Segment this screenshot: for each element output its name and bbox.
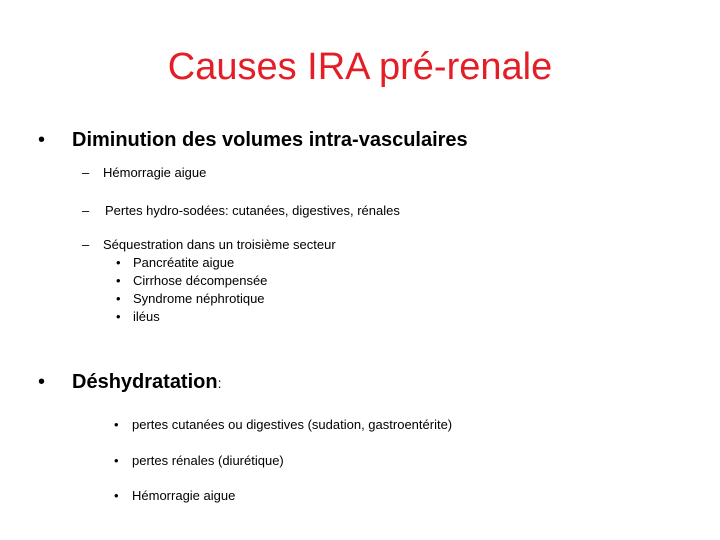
dash-icon: – bbox=[82, 203, 90, 218]
list-item: pertes rénales (diurétique) bbox=[132, 453, 284, 468]
bullet-icon: • bbox=[38, 129, 46, 151]
dash-icon: – bbox=[82, 165, 90, 180]
bullet-icon: • bbox=[114, 488, 119, 503]
section2-heading: Déshydratation bbox=[72, 371, 218, 393]
dash-icon: – bbox=[82, 237, 90, 252]
bullet-icon: • bbox=[114, 417, 119, 432]
list-item: pertes cutanées ou digestives (sudation, gastroentérite) bbox=[132, 417, 453, 432]
section2-colon: : bbox=[217, 375, 222, 391]
list-item: Hémorragie aigue bbox=[132, 488, 236, 503]
bullet-icon: • bbox=[116, 255, 121, 270]
bullet-icon: • bbox=[116, 291, 121, 306]
sub-list-item: Pancréatite aigue bbox=[133, 255, 235, 270]
bullet-icon: • bbox=[116, 273, 121, 288]
sub-list-item: Cirrhose décompensée bbox=[133, 273, 268, 288]
section2-heading-wrap bbox=[72, 370, 221, 395]
bullet-icon: • bbox=[38, 371, 46, 393]
list-item: Pertes hydro-sodées: cutanées, digestives, rénales bbox=[105, 203, 400, 218]
section1-heading: Diminution des volumes intra-vasculaires bbox=[72, 129, 468, 151]
list-item: Hémorragie aigue bbox=[103, 165, 207, 180]
bullet-icon: • bbox=[114, 453, 119, 468]
sub-list-item: iléus bbox=[133, 309, 160, 324]
sub-list-item: Syndrome néphrotique bbox=[133, 291, 265, 306]
bullet-icon: • bbox=[116, 309, 121, 324]
list-item: Séquestration dans un troisième secteur bbox=[103, 237, 336, 252]
slide-title: Causes IRA pré-renale bbox=[167, 46, 553, 88]
